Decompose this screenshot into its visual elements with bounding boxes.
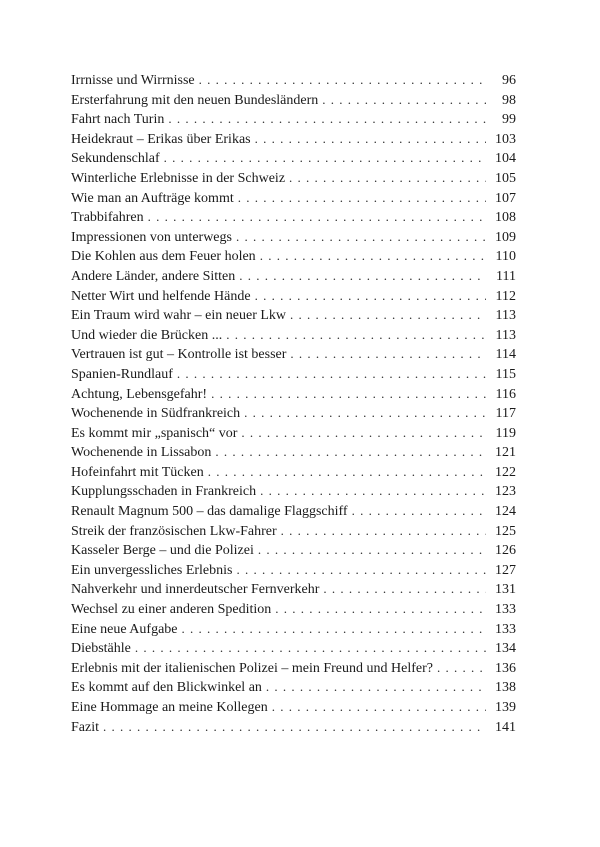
toc-entry-title: Renault Magnum 500 – das damalige Flaggschiff <box>71 504 348 520</box>
toc-entry-title: Kupplungsschaden in Frankreich <box>71 484 257 500</box>
toc-entry-page: 127 <box>495 562 516 578</box>
toc-dot-leader <box>237 560 487 580</box>
toc-dot-leader <box>239 266 486 286</box>
toc-entry-title: Streik der französischen Lkw-Fahrer <box>71 523 277 539</box>
toc-entry <box>71 717 516 737</box>
toc-entry <box>71 442 516 462</box>
toc-entry <box>71 501 516 521</box>
toc-entry-page: 115 <box>495 366 516 382</box>
toc-dot-leader <box>290 344 486 364</box>
toc-entry-page: 109 <box>495 229 516 245</box>
toc-dot-leader <box>135 638 486 658</box>
toc-dot-leader <box>236 227 486 247</box>
toc-entry-page: 123 <box>495 484 516 500</box>
toc-entry-title: Erlebnis mit der italienischen Polizei – mein Freund und Helfer? <box>71 660 433 676</box>
toc-entry <box>71 227 516 247</box>
toc-entry <box>71 207 516 227</box>
toc-entry-title: Und wieder die Brücken ... <box>71 327 223 343</box>
toc-entry-page: 133 <box>495 621 516 637</box>
toc-dot-leader <box>290 305 486 325</box>
toc-entry-title: Ein Traum wird wahr – ein neuer Lkw <box>71 308 287 324</box>
toc-entry-title: Eine neue Aufgabe <box>71 621 178 637</box>
toc-dot-leader <box>255 286 486 306</box>
toc-entry-page: 107 <box>495 190 516 206</box>
toc-entry <box>71 188 516 208</box>
toc-dot-leader <box>258 540 486 560</box>
toc-entry <box>71 364 516 384</box>
toc-entry <box>71 266 516 286</box>
toc-entry <box>71 246 516 266</box>
toc-entry-page: 113 <box>495 308 516 324</box>
toc-entry-title: Sekundenschlaf <box>71 151 160 167</box>
toc-entry-page: 110 <box>495 249 516 265</box>
toc-entry <box>71 403 516 423</box>
toc-entry <box>71 325 516 345</box>
toc-dot-leader <box>177 364 486 384</box>
toc-entry-page: 112 <box>495 288 516 304</box>
toc-entry <box>71 599 516 619</box>
toc-entry-title: Spanien-Rundlauf <box>71 366 173 382</box>
toc-entry-page: 133 <box>495 602 516 618</box>
toc-entry-title: Hofeinfahrt mit Tücken <box>71 464 204 480</box>
toc-entry-title: Wie man an Aufträge kommt <box>71 190 234 206</box>
toc-entry-page: 108 <box>495 210 516 226</box>
toc-dot-leader <box>260 246 486 266</box>
toc-entry-title: Achtung, Lebensgefahr! <box>71 386 208 402</box>
toc-entry-title: Diebstähle <box>71 641 131 657</box>
toc-entry-title: Wechsel zu einer anderen Spedition <box>71 602 272 618</box>
table-of-contents <box>71 70 516 736</box>
toc-entry-page: 117 <box>495 406 516 422</box>
toc-dot-leader <box>168 109 486 129</box>
toc-entry <box>71 129 516 149</box>
toc-entry-page: 99 <box>502 112 516 128</box>
toc-dot-leader <box>255 129 486 149</box>
toc-dot-leader <box>238 188 486 208</box>
toc-entry-page: 124 <box>495 504 516 520</box>
toc-entry-page: 131 <box>495 582 516 598</box>
toc-entry-title: Winterliche Erlebnisse in der Schweiz <box>71 170 286 186</box>
toc-dot-leader <box>241 423 486 443</box>
toc-dot-leader <box>272 697 486 717</box>
toc-dot-leader <box>437 658 486 678</box>
toc-entry-page: 96 <box>502 73 516 88</box>
toc-entry-title: Vertrauen ist gut – Kontrolle ist besser <box>71 347 287 363</box>
toc-entry-title: Ein unvergessliches Erlebnis <box>71 562 233 578</box>
toc-entry <box>71 168 516 188</box>
toc-dot-leader <box>289 168 486 188</box>
toc-entry-title: Andere Länder, andere Sitten <box>71 268 236 284</box>
toc-dot-leader <box>275 599 486 619</box>
toc-entry-page: 126 <box>495 543 516 559</box>
toc-entry-page: 139 <box>495 700 516 715</box>
toc-entry-page: 113 <box>495 327 516 343</box>
toc-entry <box>71 90 516 110</box>
toc-dot-leader <box>103 717 486 737</box>
toc-dot-leader <box>211 384 486 404</box>
toc-entry-title: Ersterfahrung mit den neuen Bundesländern <box>71 92 319 108</box>
toc-dot-leader <box>208 462 486 482</box>
toc-entry-title: Fazit <box>71 719 99 735</box>
toc-entry-title: Irrnisse und Wirrnisse <box>71 73 195 88</box>
toc-entry-page: 122 <box>495 464 516 480</box>
toc-entry-page: 98 <box>502 92 516 108</box>
toc-entry-title: Kasseler Berge – und die Polizei <box>71 543 254 559</box>
toc-entry-page: 138 <box>495 680 516 696</box>
toc-dot-leader <box>164 148 486 168</box>
toc-entry-page: 114 <box>495 347 516 363</box>
toc-entry-page: 141 <box>495 719 516 735</box>
toc-entry-page: 105 <box>495 170 516 186</box>
toc-entry-page: 103 <box>495 131 516 147</box>
toc-dot-leader <box>322 90 486 110</box>
toc-entry-page: 121 <box>495 445 516 461</box>
toc-dot-leader <box>182 619 486 639</box>
toc-entry-title: Eine Hommage an meine Kollegen <box>71 700 268 715</box>
toc-entry-title: Wochenende in Lissabon <box>71 445 212 461</box>
toc-entry-title: Trabbifahren <box>71 210 144 226</box>
toc-entry <box>71 70 516 90</box>
toc-entry-page: 104 <box>495 151 516 167</box>
toc-entry <box>71 540 516 560</box>
toc-entry-title: Heidekraut – Erikas über Erikas <box>71 131 251 147</box>
toc-entry <box>71 579 516 599</box>
toc-entry <box>71 521 516 541</box>
toc-entry-title: Es kommt auf den Blickwinkel an <box>71 680 262 696</box>
toc-entry <box>71 305 516 325</box>
toc-entry <box>71 658 516 678</box>
toc-entry-page: 111 <box>496 268 516 284</box>
toc-entry <box>71 677 516 697</box>
toc-entry <box>71 619 516 639</box>
toc-dot-leader <box>148 207 486 227</box>
toc-dot-leader <box>244 403 486 423</box>
toc-dot-leader <box>266 677 486 697</box>
toc-entry <box>71 286 516 306</box>
toc-dot-leader <box>199 70 486 90</box>
toc-dot-leader <box>323 579 486 599</box>
toc-entry-title: Impressionen von unterwegs <box>71 229 232 245</box>
toc-entry <box>71 462 516 482</box>
toc-entry-page: 116 <box>495 386 516 402</box>
toc-entry <box>71 344 516 364</box>
toc-dot-leader <box>352 501 486 521</box>
toc-entry-page: 134 <box>495 641 516 657</box>
toc-entry-title: Netter Wirt und helfende Hände <box>71 288 251 304</box>
toc-entry <box>71 697 516 717</box>
toc-dot-leader <box>226 325 486 345</box>
toc-entry-title: Fahrt nach Turin <box>71 112 165 128</box>
toc-entry-page: 136 <box>495 660 516 676</box>
toc-entry <box>71 384 516 404</box>
toc-entry <box>71 109 516 129</box>
toc-entry <box>71 148 516 168</box>
toc-entry-title: Wochenende in Südfrankreich <box>71 406 241 422</box>
toc-entry <box>71 560 516 580</box>
toc-entry-title: Nahverkehr und innerdeutscher Fernverkehr <box>71 582 320 598</box>
toc-dot-leader <box>215 442 486 462</box>
toc-entry <box>71 481 516 501</box>
toc-dot-leader <box>281 521 486 541</box>
toc-entry-page: 119 <box>495 425 516 441</box>
toc-entry-title: Es kommt mir „spanisch“ vor <box>71 425 238 441</box>
toc-entry-page: 125 <box>495 523 516 539</box>
toc-dot-leader <box>260 481 486 501</box>
toc-entry <box>71 638 516 658</box>
toc-entry <box>71 423 516 443</box>
toc-entry-title: Die Kohlen aus dem Feuer holen <box>71 249 256 265</box>
